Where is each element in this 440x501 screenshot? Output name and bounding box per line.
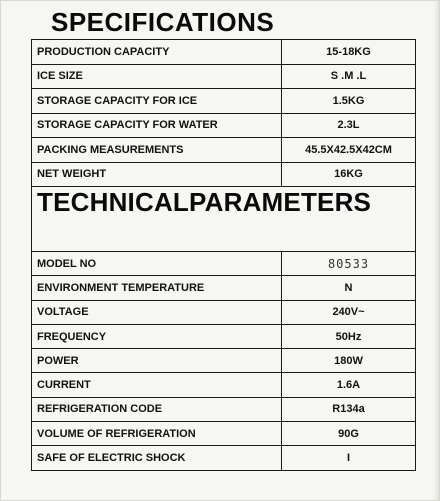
table-row: [32, 446, 416, 470]
table-row: [32, 373, 416, 397]
param-label-model-no: MODEL NO: [32, 252, 282, 276]
table-row: [32, 276, 416, 300]
param-label-refrigeration-code: REFRIGERATION CODE: [32, 397, 282, 421]
spec-label-storage-water: STORAGE CAPACITY FOR WATER: [32, 113, 282, 138]
technical-parameters-table: [31, 251, 416, 471]
spec-label-storage-ice: STORAGE CAPACITY FOR ICE: [32, 89, 282, 114]
specifications-table: [31, 39, 416, 187]
section-border-right: [415, 187, 416, 251]
param-label-electric-shock: SAFE OF ELECTRIC SHOCK: [32, 446, 282, 470]
param-value-power: 180W: [282, 349, 416, 373]
spec-value-storage-ice: 1.5KG: [282, 89, 416, 114]
param-label-current: CURRENT: [32, 373, 282, 397]
spec-value-ice-size: S .M .L: [282, 64, 416, 89]
param-label-power: POWER: [32, 349, 282, 373]
table-row: [32, 162, 416, 187]
table-row: [32, 349, 416, 373]
spec-value-net-weight: 16KG: [282, 162, 416, 187]
specifications-title: SPECIFICATIONS: [51, 7, 275, 37]
param-label-volume-refrigeration: VOLUME OF REFRIGERATION: [32, 422, 282, 446]
param-value-electric-shock: I: [282, 446, 416, 470]
spec-label-ice-size: ICE SIZE: [32, 64, 282, 89]
table-row: [32, 324, 416, 348]
param-value-refrigeration-code: R134a: [282, 397, 416, 421]
table-row: [32, 40, 416, 65]
table-row: [32, 422, 416, 446]
param-value-current: 1.6A: [282, 373, 416, 397]
table-row: [32, 252, 416, 276]
technical-parameters-title: TECHNICALPARAMETERS: [37, 187, 372, 217]
param-label-voltage: VOLTAGE: [32, 300, 282, 324]
param-value-voltage: 240V~: [282, 300, 416, 324]
spec-label-net-weight: NET WEIGHT: [32, 162, 282, 187]
table-row: [32, 300, 416, 324]
param-value-model-no: 80533: [282, 252, 416, 276]
table-row: [32, 89, 416, 114]
section-border-left: [31, 187, 32, 251]
param-label-frequency: FREQUENCY: [32, 324, 282, 348]
table-row: [32, 113, 416, 138]
spec-value-packing: 45.5X42.5X42CM: [282, 138, 416, 163]
spec-label-packing: PACKING MEASUREMENTS: [32, 138, 282, 163]
spec-value-storage-water: 2.3L: [282, 113, 416, 138]
label-edge-shadow: [433, 1, 439, 500]
param-value-frequency: 50Hz: [282, 324, 416, 348]
table-row: [32, 64, 416, 89]
spec-label-production-capacity: PRODUCTION CAPACITY: [32, 40, 282, 65]
table-row: [32, 397, 416, 421]
spec-value-production-capacity: 15-18KG: [282, 40, 416, 65]
param-label-environment-temperature: ENVIRONMENT TEMPERATURE: [32, 276, 282, 300]
table-row: [32, 138, 416, 163]
param-value-environment-temperature: N: [282, 276, 416, 300]
param-value-volume-refrigeration: 90G: [282, 422, 416, 446]
